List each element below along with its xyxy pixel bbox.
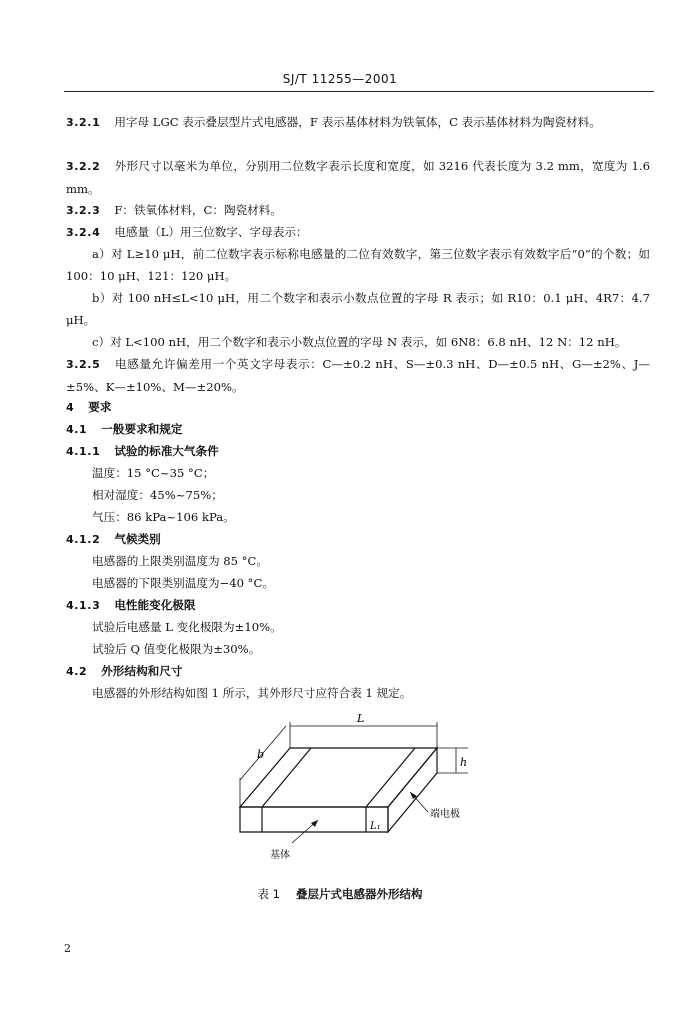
clause-3-2-4	[66, 221, 650, 244]
caption-title: 叠层片式电感器外形结构	[295, 887, 423, 901]
chip-inductor-figure	[0, 700, 680, 880]
section-title: 外形结构和尺寸	[101, 664, 183, 678]
section-title: 试验的标准大气条件	[114, 444, 219, 458]
body-arrowhead	[311, 820, 318, 827]
clause-text: F：铁氧体材料，C：陶瓷材料。	[114, 203, 282, 217]
label-electrode: 端电极	[430, 809, 460, 820]
caption-label: 表 1	[257, 887, 280, 901]
clause-3-2-3	[66, 199, 650, 222]
label-h: h	[460, 756, 468, 769]
section-number: 4	[66, 401, 75, 414]
clause-text: 用字母 LGC 表示叠层型片式电感器，F 表示基体材料为铁氧体，C 表示基体材料为陶瓷材料。	[114, 115, 601, 129]
section-4-2-heading	[66, 660, 650, 683]
section-title: 气候类别	[114, 532, 161, 546]
left-electrode-edge	[262, 748, 311, 807]
clause-3-2-2	[66, 155, 650, 200]
figure-caption	[0, 886, 680, 902]
header-rule	[64, 91, 654, 92]
clause-number: 3.2.2	[66, 160, 101, 173]
clause-number: 3.2.3	[66, 204, 101, 217]
section-number: 4.2	[66, 665, 88, 678]
upper-temp-line: 电感器的上限类别温度为 85 °C。	[92, 554, 268, 568]
section-number: 4.1.2	[66, 533, 101, 546]
label-l1: L₁	[370, 821, 381, 832]
section-4-2-text: 电感器的外形结构如图 1 所示，其外形尺寸应符合表 1 规定。	[92, 686, 412, 700]
clause-number: 3.2.1	[66, 116, 101, 129]
section-title: 要求	[88, 400, 112, 414]
page-number: 2	[64, 942, 71, 955]
temperature-line: 温度：15 °C~35 °C；	[92, 466, 215, 480]
section-4-1-1-heading	[66, 440, 650, 463]
clause-3-2-4-a: a）对 L≥10 μH，前二位数字表示标称电感量的二位有效数字，第三位数字表示有效数字后“0”的个数；如 100：10 μH、121：120 μH。	[66, 247, 650, 283]
lower-temp-line: 电感器的下限类别温度为−40 °C。	[92, 576, 274, 590]
clause-number: 3.2.5	[66, 358, 101, 371]
section-title: 一般要求和规定	[101, 422, 183, 436]
clause-3-2-4-c: c）对 L<100 nH，用二个数字和表示小数点位置的字母 N 表示，如 6N8：6.8 nH、12 N：12 nH。	[92, 335, 627, 349]
section-number: 4.1.1	[66, 445, 101, 458]
clause-text: 电感量允许偏差用一个英文字母表示：C—±0.2 nH、S—±0.3 nH、D—±0.5 nH、G—±2%、J—±5%、K—±10%、M—±20%。	[66, 357, 650, 394]
humidity-line: 相对湿度：45%~75%；	[92, 488, 223, 502]
page-header: SJ/T 11255—2001	[282, 72, 398, 86]
section-4-1-2-heading	[66, 528, 650, 551]
clause-3-2-1	[66, 111, 650, 134]
label-b: b	[257, 748, 265, 761]
label-body: 基体	[270, 850, 290, 861]
clause-text: 外形尺寸以毫米为单位，分别用二位数字表示长度和宽度，如 3216 代表长度为 3.2 mm，宽度为 1.6 mm。	[66, 159, 650, 196]
section-number: 4.1	[66, 423, 88, 436]
section-4-1-heading	[66, 418, 650, 441]
clause-number: 3.2.4	[66, 226, 101, 239]
section-title: 电性能变化极限	[114, 598, 196, 612]
clause-text: 电感量（L）用三位数字、字母表示：	[114, 225, 308, 239]
section-number: 4.1.3	[66, 599, 101, 612]
right-electrode-edge	[366, 748, 415, 807]
q-limit-line: 试验后 Q 值变化极限为±30%。	[92, 642, 261, 656]
inductance-limit-line: 试验后电感量 L 变化极限为±10%。	[92, 620, 282, 634]
section-4-heading	[66, 396, 650, 419]
clause-3-2-5	[66, 353, 650, 398]
pressure-line: 气压：86 kPa~106 kPa。	[92, 510, 235, 524]
label-l: L	[357, 712, 365, 725]
section-4-1-3-heading	[66, 594, 650, 617]
clause-3-2-4-b: b）对 100 nH≤L<10 μH，用二个数字和表示小数点位置的字母 R 表示；如 R10：0.1 μH、4R7：4.7 μH。	[66, 291, 650, 327]
